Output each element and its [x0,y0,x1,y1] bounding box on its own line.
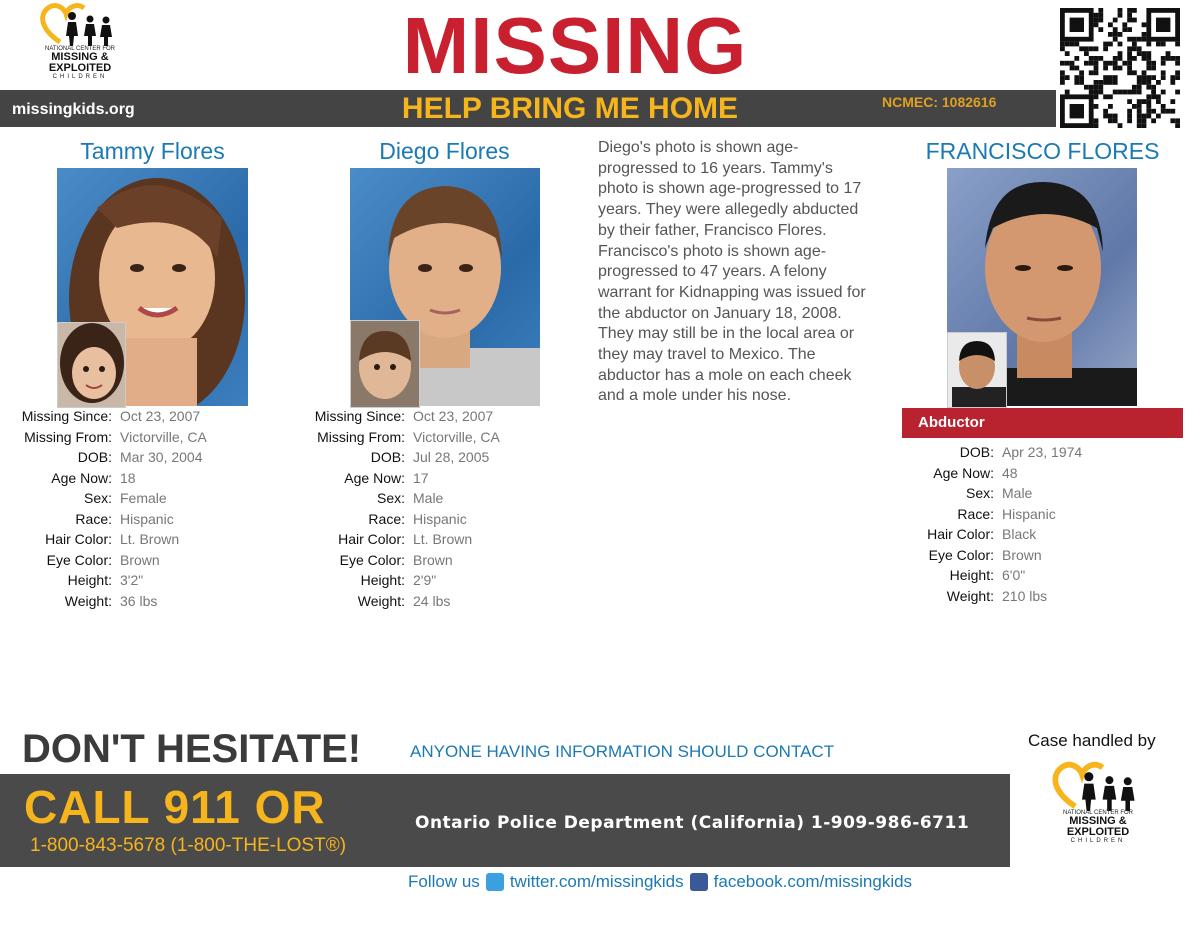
info-row [10,509,207,530]
info-value: 18 [120,469,136,486]
info-row [892,586,1082,607]
info-label: Height: [360,572,405,588]
info-value: Oct 23, 2007 [120,408,201,424]
info-value: 3'2" [120,572,144,588]
info-label: Height: [67,572,112,588]
info-value: 36 lbs [120,592,158,609]
info-label: Race: [957,505,994,522]
heart-children-icon [1050,760,1146,814]
info-row [10,427,207,448]
contact-prompt: ANYONE HAVING INFORMATION SHOULD CONTACT [410,742,835,761]
info-row [303,550,500,571]
info-label: Missing Since: [21,408,112,424]
logo-line-4: CHILDREN [1070,838,1126,844]
info-label: Hair Color: [927,526,994,542]
info-label: Age Now: [51,469,112,486]
info-label: Weight: [357,592,405,609]
logo-line-3: EXPLOITED [48,62,112,74]
logo-line-3: EXPLOITED [1066,826,1130,838]
info-label: Weight: [64,592,112,609]
abductor-label: Abductor [918,414,985,431]
social-links [408,872,912,892]
site-link[interactable]: missingkids.org [12,101,135,118]
info-label: Missing Since: [314,408,405,424]
info-label: Race: [75,510,112,527]
info-value: 17 [413,469,429,486]
francisco-info [892,442,1082,606]
info-row [892,565,1082,586]
heart-children-icon [38,2,122,48]
twitter-icon[interactable] [486,873,504,891]
info-row [10,529,207,550]
info-value: 24 lbs [413,592,451,609]
hotline-number[interactable]: 1-800-843-5678 (1-800-THE-LOST®) [30,835,347,856]
info-value: Hispanic [120,510,174,527]
info-label: Eye Color: [46,551,112,568]
info-value: Brown [120,551,160,568]
info-value: Brown [413,551,453,568]
diego-childhood-photo [350,320,420,408]
info-label: Hair Color: [45,531,112,547]
info-row [303,427,500,448]
info-label: Missing From: [24,428,112,445]
info-row [892,442,1082,463]
info-label: Eye Color: [928,546,994,563]
info-row [892,483,1082,504]
poster-title: MISSING [402,1,748,90]
person-name-diego: Diego Flores [379,138,510,164]
logo-line-4: CHILDREN [52,74,108,80]
info-row [303,468,500,489]
tagline: HELP BRING ME HOME [401,92,739,125]
info-label: DOB: [77,449,112,465]
info-row [303,591,500,612]
info-row [10,550,207,571]
diego-info [303,406,500,611]
twitter-link[interactable]: twitter.com/missingkids [509,872,684,891]
person-name-tammy: Tammy Flores [80,138,225,164]
info-value: Brown [1002,546,1042,563]
info-label: Age Now: [344,469,405,486]
info-value: Female [120,490,167,506]
info-label: Sex: [965,485,994,501]
info-row [10,447,207,468]
info-row [303,570,500,591]
logo-line-1: NATIONAL CENTER FOR [44,46,115,52]
info-label: Hair Color: [338,531,405,547]
info-value: Hispanic [1002,505,1056,522]
tammy-info [10,406,207,611]
qr-code[interactable] [1060,8,1180,128]
info-value: Oct 23, 2007 [413,408,494,424]
case-handled-by: Case handled by [1028,731,1156,750]
agency-contact[interactable]: Ontario Police Department (California) 1-909-986-6711 [415,813,970,833]
logo-line-1: NATIONAL CENTER FOR [1062,810,1133,816]
info-value: Lt. Brown [413,531,473,547]
info-row [10,406,207,427]
info-value: 48 [1002,464,1018,481]
logo-line-2: MISSING & [1069,815,1127,827]
info-label: DOB: [959,444,994,460]
info-row [892,545,1082,566]
case-description: Diego's photo is shown age-progressed to 16 years. Tammy's photo is shown age-progressed to 17 years. They were allegedly abducted by their father, Francisco Flores. Francisco's photo is shown age-progressed to 47 years. A felony warrant for Kidnapping was issued for the abductor on January 18, 2008. They may still be in the local area or they may travel to Mexico. The abductor has a mole on each cheek and a mole under his nose. [598,139,866,405]
info-value: 210 lbs [1002,587,1048,604]
info-value: Male [1002,485,1033,501]
info-value: Victorville, CA [413,428,500,445]
info-row [303,529,500,550]
info-row [10,591,207,612]
info-value: Male [413,490,444,506]
info-value: Apr 23, 1974 [1002,444,1083,460]
info-row [10,488,207,509]
dont-hesitate-heading: DON'T HESITATE! [22,727,362,771]
facebook-icon[interactable] [690,873,708,891]
info-label: Sex: [376,490,405,506]
info-row [303,447,500,468]
info-label: Height: [949,567,994,583]
call-911[interactable]: CALL 911 OR [24,781,326,833]
info-value: Lt. Brown [120,531,180,547]
info-value: Victorville, CA [120,428,207,445]
info-label: Eye Color: [339,551,405,568]
facebook-link[interactable]: facebook.com/missingkids [713,872,913,891]
qr-code-icon [1060,8,1180,128]
ncmec-logo-footer [1050,760,1146,852]
ncmec-logo [38,2,122,84]
follow-label: Follow us [408,872,480,891]
info-row [10,468,207,489]
info-value: Mar 30, 2004 [120,449,203,465]
info-value: Jul 28, 2005 [413,449,490,465]
info-label: Weight: [946,587,994,604]
info-row [303,406,500,427]
info-value: 2'9" [413,572,437,588]
info-label: Age Now: [933,464,994,481]
info-row [303,488,500,509]
info-row [10,570,207,591]
info-row [892,463,1082,484]
person-name-francisco: FRANCISCO FLORES [925,138,1160,164]
info-row [892,504,1082,525]
tammy-childhood-photo [57,322,126,408]
info-row [303,509,500,530]
info-value: Hispanic [413,510,467,527]
info-label: Sex: [83,490,112,506]
info-value: Black [1002,526,1037,542]
info-label: DOB: [370,449,405,465]
info-value: 6'0" [1002,567,1026,583]
francisco-inset-photo [947,332,1007,408]
info-label: Race: [368,510,405,527]
case-number: NCMEC: 1082616 [882,94,997,110]
logo-line-2: MISSING & [51,51,109,63]
info-label: Missing From: [317,428,405,445]
info-row [892,524,1082,545]
